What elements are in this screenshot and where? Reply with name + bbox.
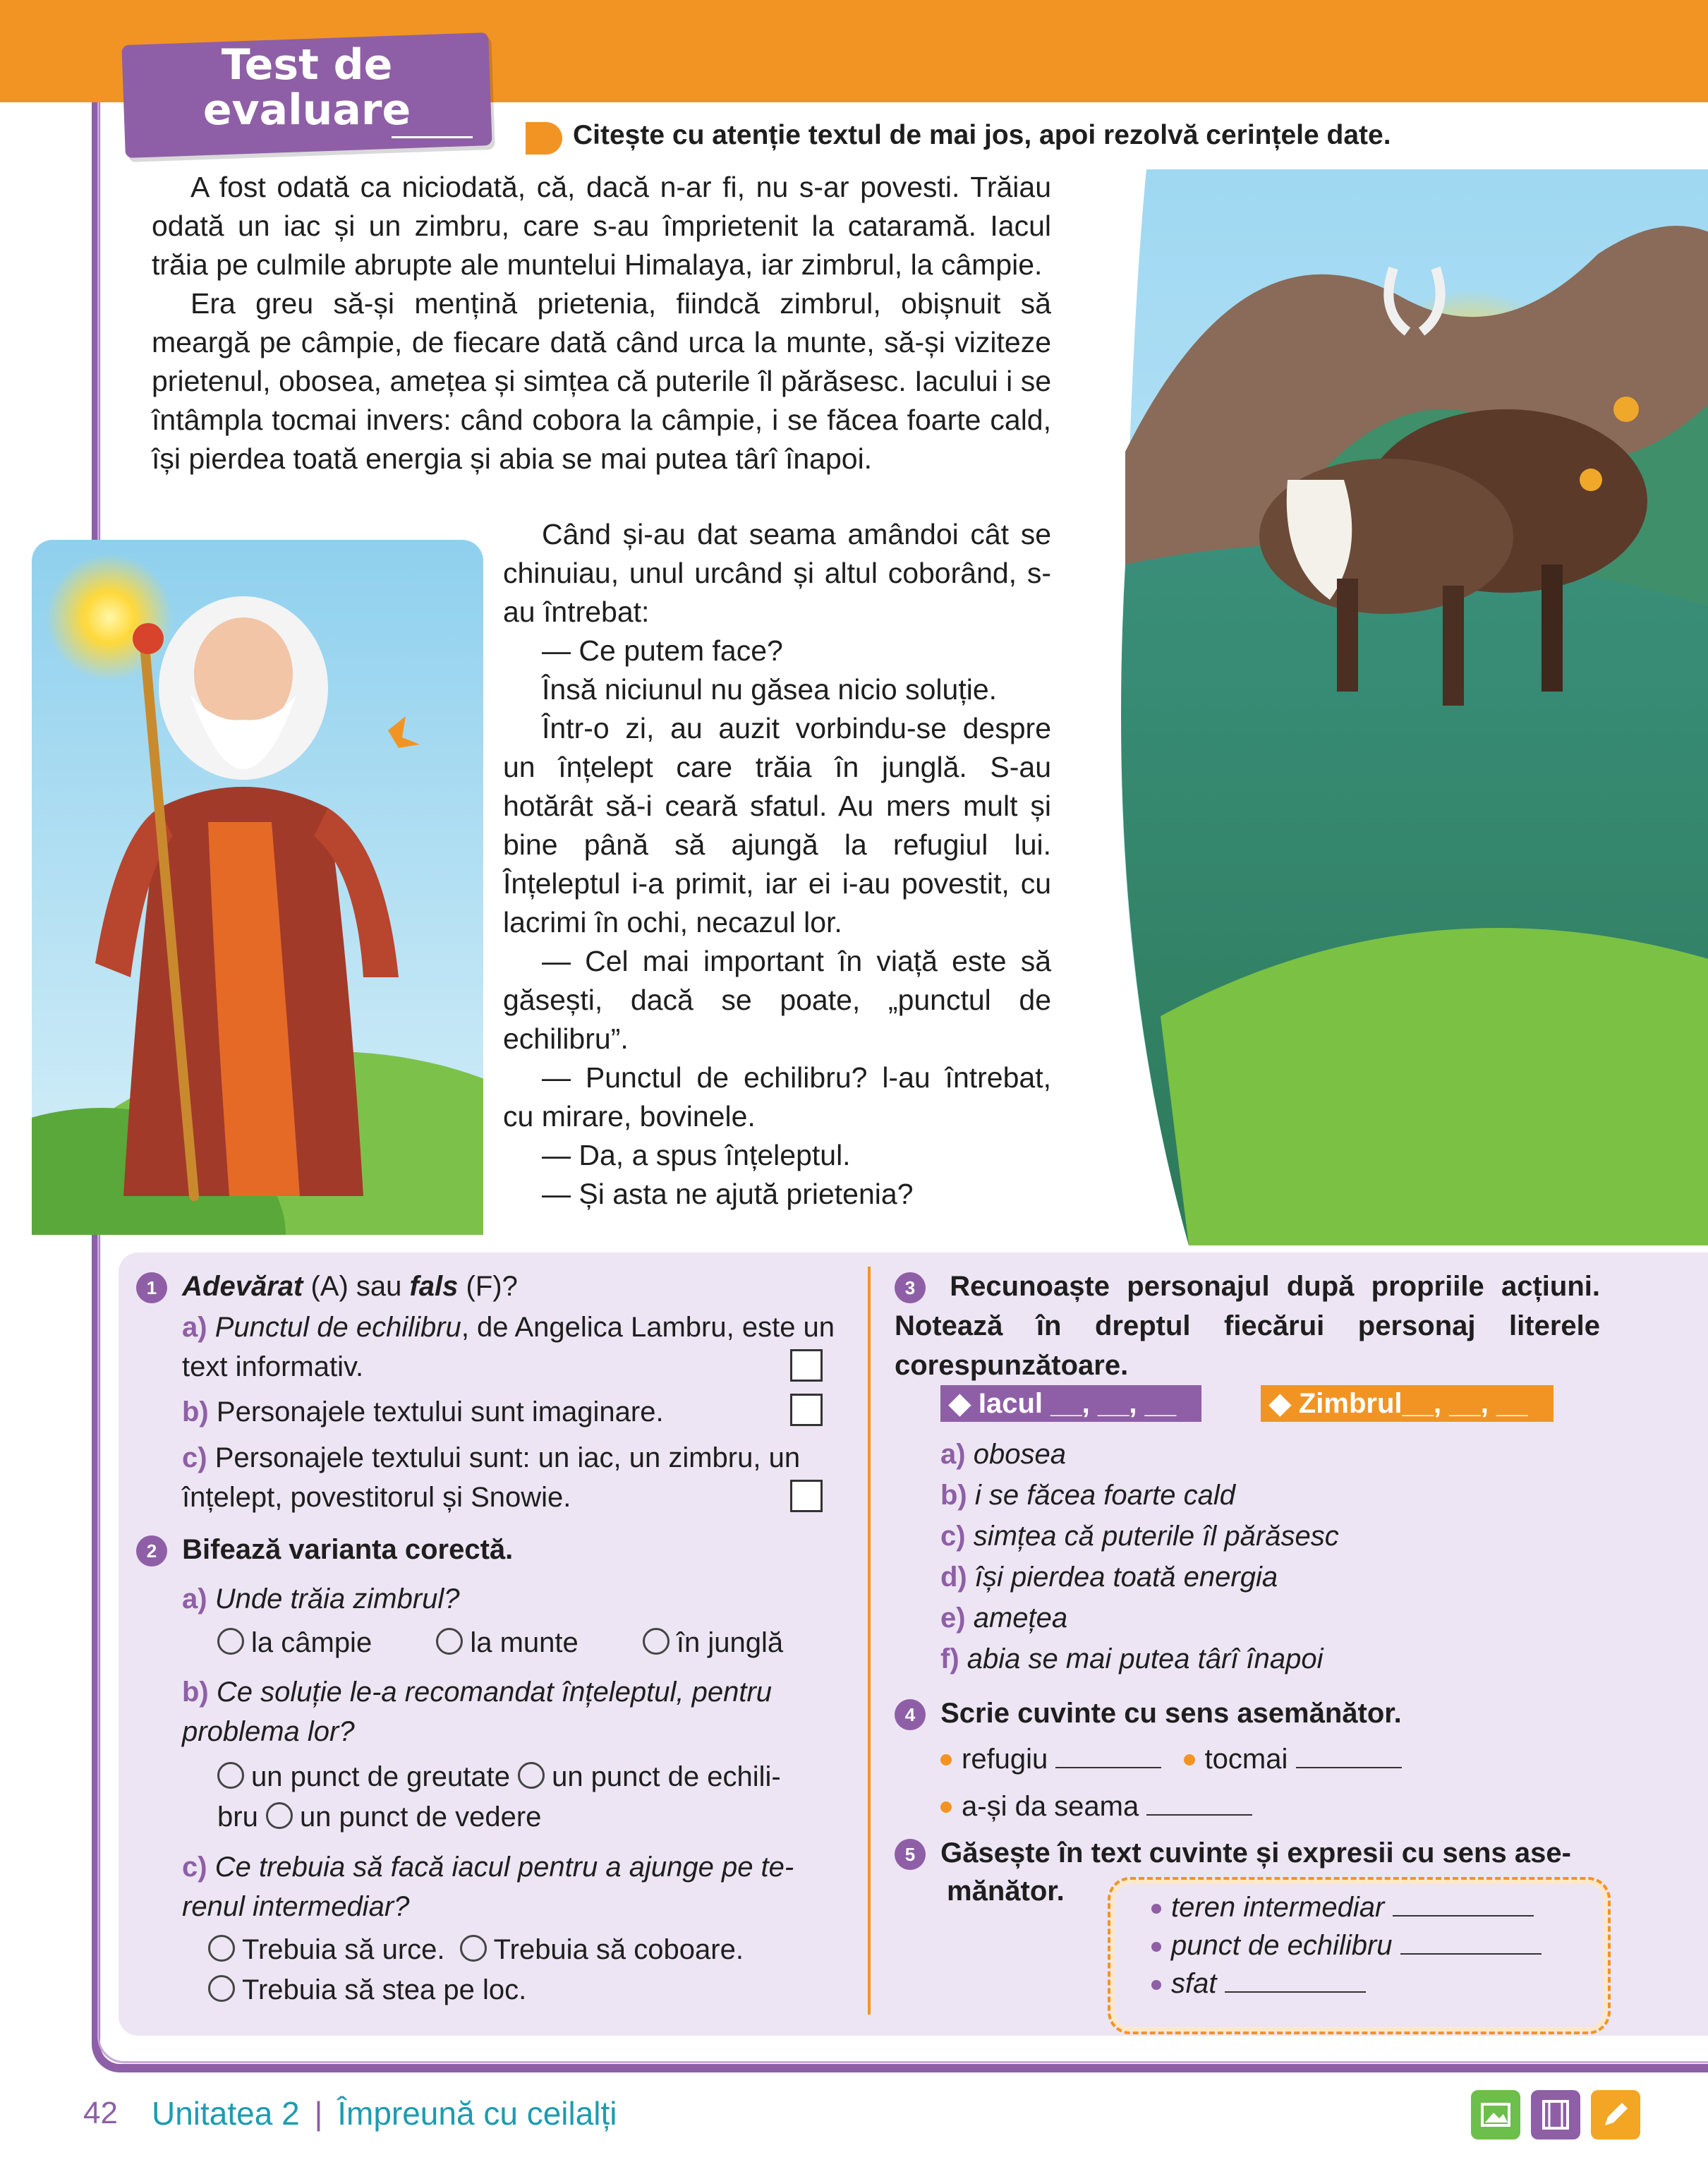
- story-paragraph: — Cel mai important în viață este să găsești, dacă se poate, „punctul de echilibru”.: [503, 945, 1051, 1055]
- q1-title-end: (F)?: [458, 1271, 518, 1302]
- list-item: [1151, 1964, 1603, 2003]
- answer-blank[interactable]: [1225, 1991, 1366, 1993]
- bullet-icon: [1151, 1980, 1161, 1990]
- q1-title-false: fals: [409, 1271, 459, 1302]
- answer-checkbox[interactable]: [790, 1480, 823, 1512]
- unit-title: [152, 2094, 617, 2132]
- tag-iac[interactable]: ◆ Iacul __, __, __: [940, 1385, 1201, 1422]
- word: tocmai: [1204, 1744, 1288, 1775]
- story-paragraph: Era greu să-și mențină prietenia, fiindcă zimbrul, obișnuit să meargă pe câmpie, de fiecare dată când urca la munte, să-și viziteze prietenul, obosea, amețea și simțea că puterile îl părăsesc. Iacului i se întâmpla tocmai invers: când cobora la câmpie, i se făcea foarte cald, își pierdea toată energia și abia se mai putea târî înapoi.: [152, 287, 1051, 475]
- q2-c-question: [182, 1847, 852, 1926]
- item-letter: a): [182, 1583, 207, 1614]
- item-letter: a): [940, 1439, 966, 1470]
- question-number: 5: [895, 1839, 926, 1870]
- list-item: [1151, 1926, 1603, 1964]
- item-text: simțea că puterile îl părăsesc: [973, 1521, 1339, 1552]
- radio-button[interactable]: [643, 1628, 670, 1655]
- answer-checkbox[interactable]: [790, 1349, 823, 1382]
- story-paragraph: Când și-au dat seama amândoi cât se chinuiau, unul urcând și altul coborând, s-au întrebat:: [503, 518, 1051, 628]
- item-letter: e): [940, 1602, 966, 1634]
- option[interactable]: [208, 1974, 526, 2005]
- radio-button[interactable]: [266, 1802, 293, 1829]
- list-item: [940, 1434, 1561, 1475]
- item-text: Personajele textului sunt imaginare.: [216, 1396, 664, 1427]
- option-label: la câmpie: [251, 1627, 373, 1658]
- q1-item-a: [182, 1308, 852, 1387]
- question-number: 3: [895, 1272, 926, 1303]
- item-letter: c): [940, 1521, 966, 1552]
- word: punct de echilibru: [1171, 1930, 1393, 1961]
- pencil-icon[interactable]: [1591, 2090, 1640, 2139]
- story-paragraph: — Punctul de echilibru? l-au întrebat, cu mirare, bovinele.: [503, 1061, 1051, 1133]
- option-label: Trebuia să coboare.: [493, 1934, 744, 1965]
- q2-c-options: [208, 1930, 857, 1969]
- option[interactable]: [643, 1627, 783, 1658]
- option[interactable]: [518, 1761, 781, 1792]
- word: teren intermediar: [1171, 1892, 1385, 1923]
- q2-a-options: [217, 1623, 852, 1662]
- list-item: [940, 1598, 1561, 1638]
- radio-button[interactable]: [217, 1762, 244, 1789]
- option-label: în junglă: [676, 1627, 784, 1658]
- story-paragraph: — Ce putem face?: [542, 634, 783, 667]
- answer-blank[interactable]: [1400, 1953, 1542, 1955]
- q5-title-cont: mănător.: [947, 1876, 1065, 1907]
- option-label: la munte: [470, 1627, 579, 1658]
- item-letter: f): [940, 1643, 959, 1674]
- item-text: i se făcea foarte cald: [974, 1480, 1235, 1511]
- item-letter: d): [940, 1562, 967, 1593]
- item-question: Unde trăia zimbrul?: [214, 1583, 460, 1614]
- item-text: obosea: [973, 1439, 1066, 1470]
- q4-words: [940, 1739, 1575, 1779]
- item-letter: c): [182, 1852, 207, 1883]
- instruction-text: Citește cu atenție textul de mai jos, apoi rezolvă cerințele date.: [573, 120, 1391, 150]
- q2-b-question: [182, 1672, 852, 1751]
- story-paragraph: — Da, a spus înțeleptul.: [542, 1139, 851, 1171]
- q2-c-options-2: [208, 1970, 857, 2010]
- option[interactable]: [436, 1627, 578, 1658]
- answer-blank[interactable]: [1055, 1767, 1161, 1768]
- list-item: [940, 1516, 1561, 1557]
- q1-title-mid: (A) sau: [303, 1271, 410, 1302]
- question-3: [895, 1267, 1600, 1385]
- radio-button[interactable]: [208, 1975, 235, 2002]
- q1-item-c: [182, 1438, 852, 1517]
- word: refugiu: [962, 1744, 1048, 1775]
- item-question: Ce soluție le-a recomandat înțeleptul, pentru problema lor?: [182, 1677, 773, 1747]
- item-letter: a): [182, 1312, 207, 1343]
- radio-button[interactable]: [217, 1628, 244, 1655]
- title-underline: [392, 136, 473, 138]
- image-icon[interactable]: [1471, 2090, 1520, 2139]
- story-paragraph: — Și asta ne ajută prietenia?: [542, 1178, 914, 1210]
- option[interactable]: [266, 1801, 541, 1833]
- q2-b-options-2: [217, 1797, 852, 1837]
- story-paragraph: A fost odată ca niciodată, că, dacă n-ar fi, nu s-ar povesti. Trăiau odată un iac și un zimbru, care s-au împrietenit la cataramă. Iacul trăia pe culmile abrupte ale muntelui Himalaya, iar zimbrul, la câmpie.: [152, 171, 1051, 281]
- option-label: Trebuia să stea pe loc.: [242, 1974, 527, 2005]
- answer-checkbox[interactable]: [790, 1394, 823, 1426]
- item-letter: b): [182, 1677, 209, 1708]
- q4-title: Scrie cuvinte cu sens asemănător.: [940, 1698, 1402, 1729]
- q2-a-question: [182, 1579, 852, 1619]
- bullet-icon: [1151, 1904, 1161, 1914]
- bullet-icon: [940, 1801, 952, 1813]
- answer-blank[interactable]: [1296, 1767, 1402, 1768]
- page-number: 42: [83, 2096, 118, 2130]
- item-text: Personajele textului sunt: un iac, un zimbru, un înțelept, povestitorul și Snowie.: [182, 1442, 801, 1513]
- option-label: un punct de vedere: [299, 1801, 542, 1833]
- instruction-marker-icon: [526, 122, 562, 155]
- wise-man-illustration: [32, 540, 483, 1235]
- question-number: 2: [136, 1535, 167, 1567]
- option[interactable]: [217, 1627, 372, 1658]
- item-text: , de Angelica Lambru, este un text informativ.: [182, 1312, 835, 1382]
- tasks-divider: [868, 1267, 871, 2015]
- radio-button[interactable]: [436, 1628, 463, 1655]
- list-item: [1151, 1888, 1603, 1926]
- tag-zimbru[interactable]: ◆ Zimbrul__, __, __: [1261, 1385, 1553, 1422]
- question-5: [895, 1833, 1600, 1873]
- q3-items: [940, 1434, 1561, 1679]
- item-letter: c): [182, 1442, 207, 1473]
- story-paragraph: Însă niciunul nu găsea nicio soluție.: [542, 673, 998, 706]
- q2-b-options: [217, 1757, 852, 1797]
- question-1: [136, 1267, 842, 1306]
- item-text: își pierdea toată energia: [974, 1562, 1278, 1593]
- question-number: 4: [895, 1699, 926, 1730]
- question-number: 1: [136, 1272, 167, 1303]
- title-line-2: evaluare: [202, 85, 411, 135]
- item-letter: b): [182, 1396, 209, 1427]
- list-item: [940, 1638, 1561, 1679]
- option-label: bru: [217, 1801, 258, 1833]
- q5-words: [1151, 1888, 1603, 2003]
- question-4: [895, 1694, 1600, 1733]
- item-question: Ce trebuia să facă iacul pentru a ajunge pe te-renul intermediar?: [182, 1852, 794, 1922]
- separator: |: [314, 2095, 323, 2132]
- q3-title: Recunoaște personajul după propriile acțiuni. Notează în dreptul fiecărui personaj literele corespunzătoare.: [895, 1271, 1600, 1381]
- page-title: [123, 42, 490, 133]
- title-line-1: Test de: [221, 40, 393, 90]
- item-text: amețea: [973, 1602, 1068, 1634]
- item-letter: b): [940, 1480, 967, 1511]
- q4-words-2: [940, 1787, 1575, 1826]
- q1-item-b: [182, 1392, 782, 1432]
- q2-title: Bifează varianta corectă.: [182, 1534, 514, 1565]
- story-top: [152, 168, 1051, 478]
- option-label: un punct de echili-: [552, 1761, 781, 1792]
- item-italic: Punctul de echilibru: [214, 1312, 461, 1343]
- radio-button[interactable]: [460, 1935, 487, 1962]
- story-paragraph: Într-o zi, au auzit vorbindu-se despre un înțelept care trăia în junglă. S-au hotărât să-i ceară sfatul. Au mers mult și bine până să ajungă la refugiul lui. Înțeleptul i-a primit, iar ei i-au povestit, cu lacrimi în ochi, necazul lor.: [503, 712, 1051, 938]
- radio-button[interactable]: [208, 1935, 235, 1962]
- list-item: [940, 1557, 1561, 1598]
- bullet-icon: [1184, 1754, 1195, 1765]
- item-text: abia se mai putea târî înapoi: [967, 1643, 1324, 1674]
- list-item: [940, 1475, 1561, 1516]
- answer-blank[interactable]: [1146, 1814, 1252, 1816]
- unit-name: Împreună cu ceilalți: [337, 2095, 617, 2132]
- film-icon[interactable]: [1531, 2090, 1580, 2139]
- bullet-icon: [1151, 1942, 1161, 1952]
- question-2: [136, 1530, 842, 1569]
- word: a-și da seama: [962, 1791, 1139, 1822]
- radio-button[interactable]: [518, 1762, 545, 1789]
- story-column: [503, 515, 1051, 1214]
- option[interactable]: [208, 1934, 445, 1965]
- option[interactable]: [460, 1934, 744, 1965]
- word: sfat: [1171, 1968, 1217, 1999]
- q5-title: Găsește în text cuvinte și expresii cu sens ase-: [940, 1837, 1571, 1869]
- bullet-icon: [940, 1754, 952, 1765]
- option[interactable]: [217, 1761, 510, 1792]
- yak-bison-illustration: [1104, 169, 1708, 1245]
- answer-blank[interactable]: [1393, 1915, 1534, 1917]
- unit-label: Unitatea 2: [152, 2095, 300, 2132]
- option-label: Trebuia să urce.: [242, 1934, 445, 1965]
- option-label: un punct de greutate: [251, 1761, 510, 1792]
- q1-title-true: Adevărat: [182, 1271, 303, 1302]
